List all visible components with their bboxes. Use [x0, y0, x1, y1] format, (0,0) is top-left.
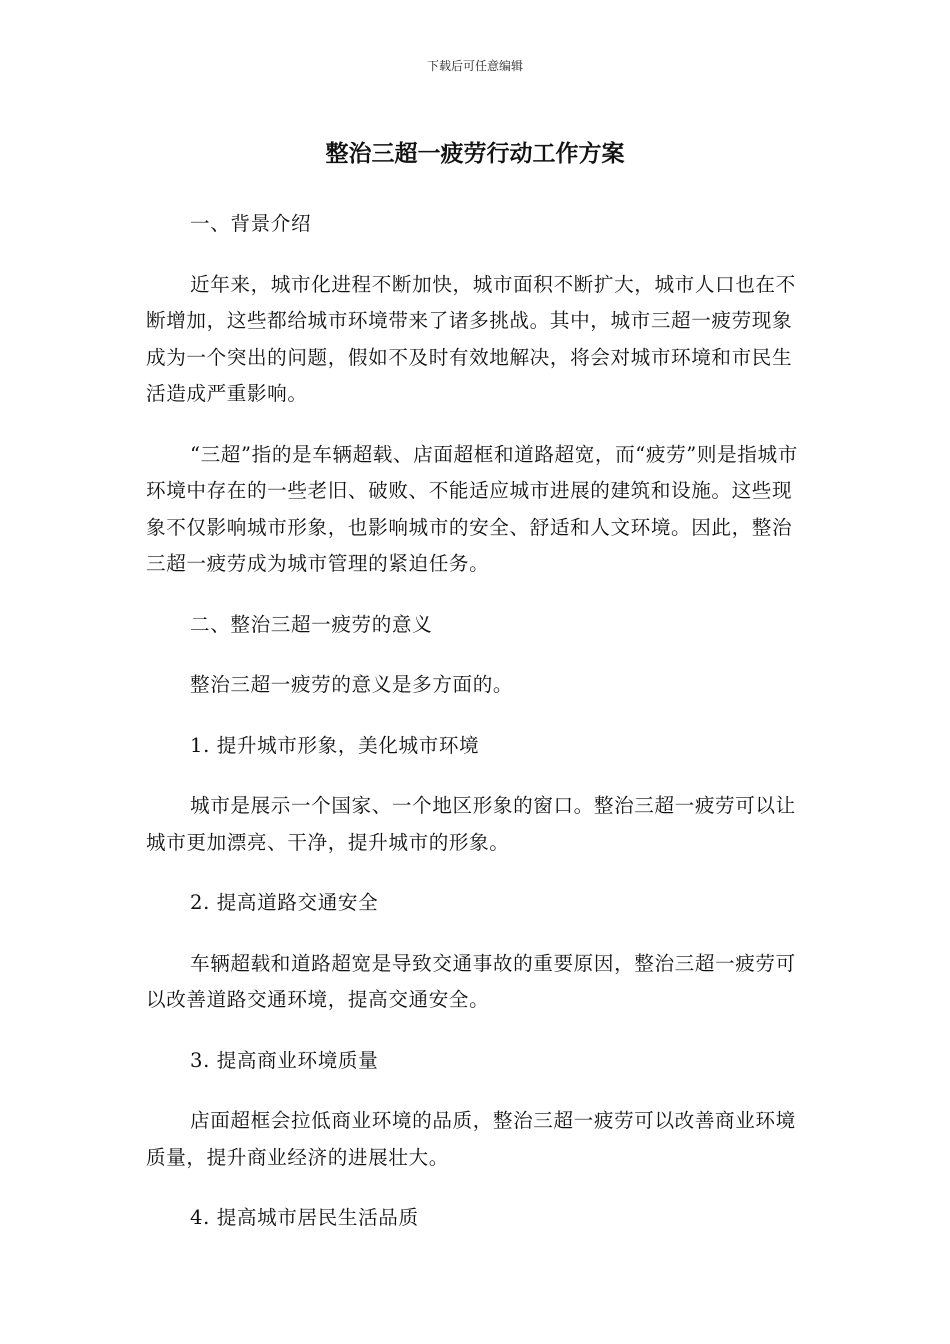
list-item-heading-4: 4. 提高城市居民生活品质 [190, 1206, 419, 1229]
list-item-heading-2: 2. 提高道路交通安全 [190, 891, 379, 914]
document-title: 整治三超一疲劳行动工作方案 [325, 141, 625, 167]
list-item-heading-3: 3. 提高商业环境质量 [190, 1048, 379, 1072]
paragraph-city-image: 城市是展示一个国家、一个地区形象的窗口。整治三超一疲劳可以让城市更加漂亮、干净，提升城市的形象。 [146, 794, 796, 854]
section-heading-background: 一、背景介绍 [190, 212, 312, 235]
header-note: 下载后可任意编辑 [426, 59, 523, 73]
section-heading-significance: 二、整治三超一疲劳的意义 [190, 612, 433, 636]
paragraph-business-environment: 店面超框会拉低商业环境的品质，整治三超一疲劳可以改善商业环境质量，提升商业经济的进展壮大。 [146, 1109, 796, 1169]
document-body [146, 206, 806, 1261]
paragraph-three-over-definition: “三超”指的是车辆超载、店面超框和道路超宽，而“疲劳”则是指城市环境中存在的一些老旧、破败、不能适应城市进展的建筑和设施。这些现象不仅影响城市形象，也影响城市的安全、舒适和人文环境。因此，整治三超一疲劳成为城市管理的紧迫任务。 [146, 442, 798, 575]
list-item-heading-1: 1. 提升城市形象，美化城市环境 [190, 733, 480, 757]
paragraph-urbanization: 近年来，城市化进程不断加快，城市面积不断扩大，城市人口也在不断增加，这些都给城市环境带来了诸多挑战。其中，城市三超一疲劳现象成为一个突出的问题，假如不及时有效地解决，将会对城市环境和市民生活造成严重影响。 [146, 272, 796, 405]
paragraph-significance-intro: 整治三超一疲劳的意义是多方面的。 [190, 673, 514, 696]
paragraph-traffic-safety: 车辆超载和道路超宽是导致交通事故的重要原因，整治三超一疲劳可以改善道路交通环境，提高交通安全。 [146, 951, 796, 1011]
